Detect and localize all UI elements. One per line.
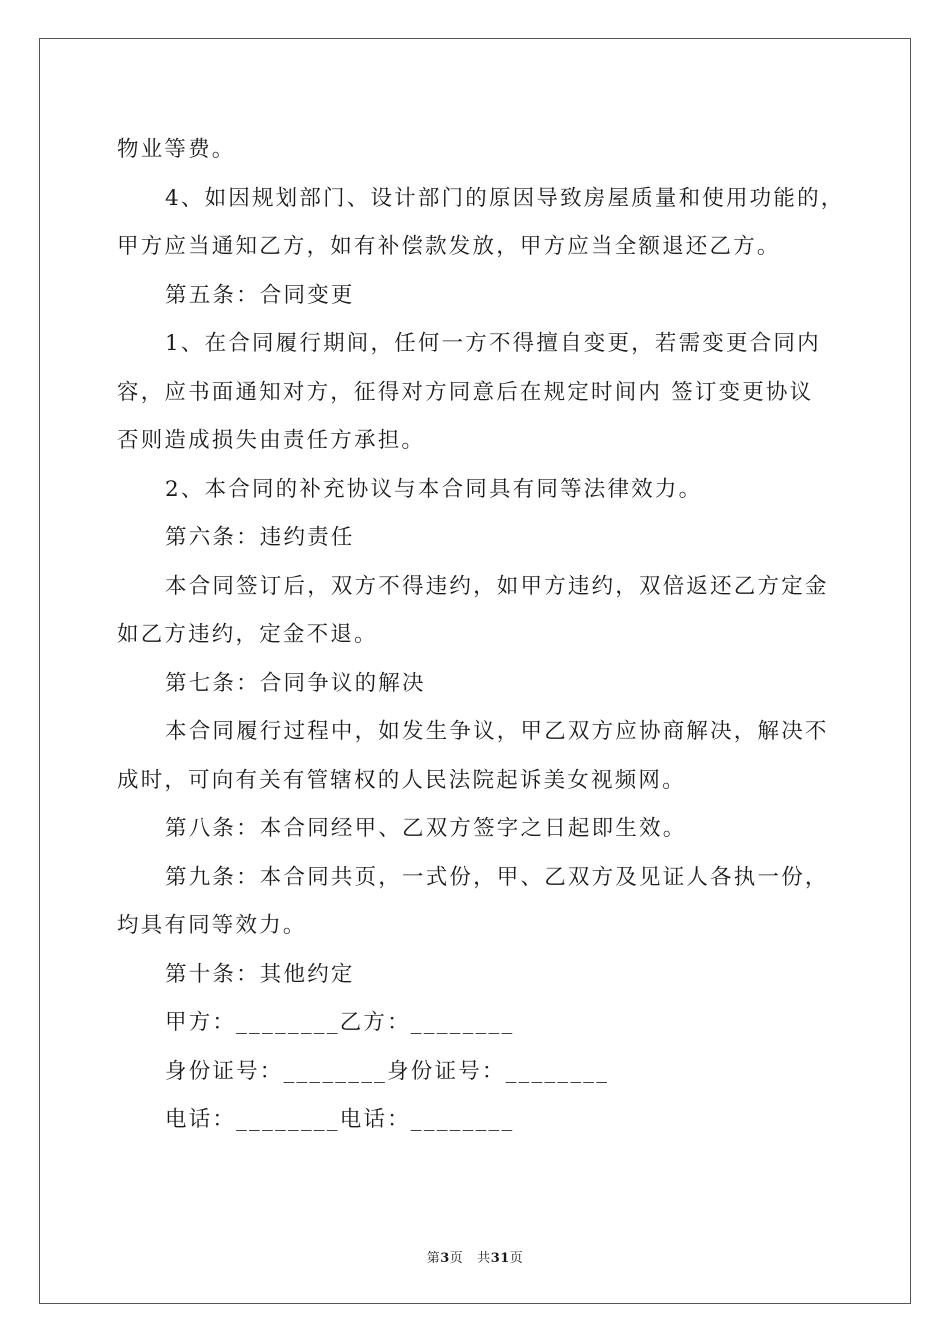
section-heading: 第六条：违约责任 [165,525,355,550]
page-number-total: 31 [490,1251,510,1266]
text-line: 均具有同等效力。 [117,913,307,938]
section-heading: 第七条：合同争议的解决 [165,670,426,696]
section-heading: 第五条：合同变更 [165,282,355,308]
text-line: 否则造成损失由责任方承担。 [117,428,426,453]
page-number-prefix: 第 [426,1251,441,1266]
section-heading: 第九条：本合同共页，一式份，甲、乙双方及见证人各执一份， [165,864,829,890]
text-line: 1、在合同履行期间，任何一方不得擅自变更，若需变更合同内 [165,331,821,356]
text-line: 容，应书面通知对方，征得对方同意后在规定时间内 签订变更协议 [117,379,814,405]
page-number-current: 3 [440,1251,450,1266]
text-line: 2、本合同的补充协议与本合同具有同等法律效力。 [165,476,703,502]
section-heading: 第十条：其他约定 [165,961,355,987]
text-line: 成时，可向有关有管辖权的人民法院起诉美女视频网。 [117,767,686,793]
text-line: 物业等费。 [117,137,236,162]
signature-line-party: 甲方：________乙方：________ [165,1010,515,1035]
page-total-prefix: 共 [477,1251,491,1266]
document-body [117,126,845,1145]
text-line: 甲方应当通知乙方，如有补偿款发放，甲方应当全额退还乙方。 [117,234,781,259]
signature-line-phone: 电话：________电话：________ [165,1107,515,1132]
text-line: 本合同签订后，双方不得违约，如甲方违约，双倍返还乙方定金 [165,573,829,599]
page-number-unit: 页 [449,1251,464,1266]
text-line: 如乙方违约，定金不退。 [117,622,378,647]
section-heading: 第八条：本合同经甲、乙双方签字之日起即生效。 [165,816,687,841]
page-footer [0,1247,950,1266]
page-total-unit: 页 [509,1251,524,1266]
text-line: 本合同履行过程中，如发生争议，甲乙双方应协商解决，解决不 [165,719,829,744]
signature-line-id-number: 身份证号：________身份证号：________ [165,1058,610,1084]
text-line: 4、如因规划部门、设计部门的原因导致房屋质量和使用功能的， [165,185,845,211]
